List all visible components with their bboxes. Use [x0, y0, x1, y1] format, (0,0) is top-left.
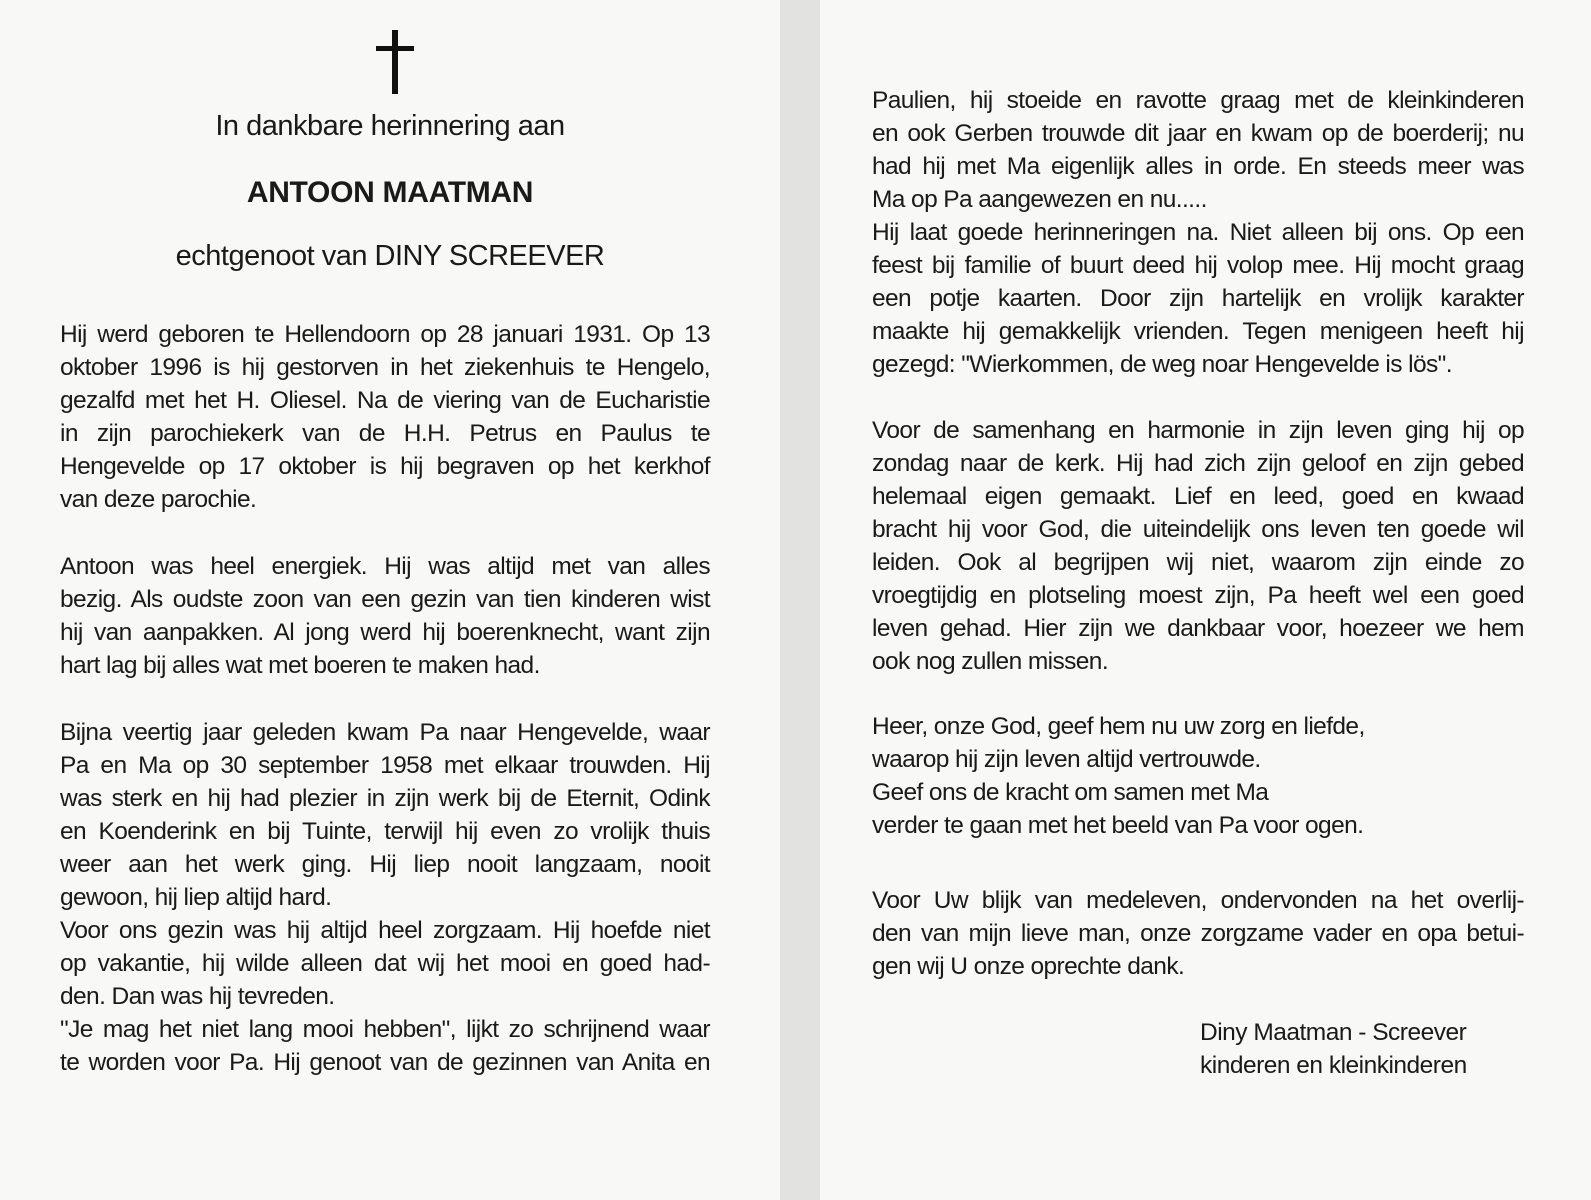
text-line: gen wij U onze oprechte dank. — [872, 953, 1185, 980]
text-line: Paulien, hij stoeide en ravotte graag met de kleinkinderen — [872, 87, 1524, 114]
text-line: Ma op Pa aangewezen en nu..... — [872, 186, 1207, 213]
text-line: en ook Gerben trouwde dit jaar en kwam op de boerderij; nu — [872, 120, 1524, 147]
text-line: was sterk en hij had plezier in zijn werk bij de Eternit, Odink — [60, 785, 710, 812]
text-line: oktober 1996 is hij gestorven in het ziekenhuis te Hengelo, — [60, 354, 710, 381]
text-line: gezalfd met het H. Oliesel. Na de viering van de Eucharistie — [60, 387, 710, 414]
text-line: helemaal eigen gemaakt. Lief en leed, goed en kwaad — [872, 483, 1524, 510]
paragraph-memories — [872, 84, 1524, 381]
text-line: Hengevelde op 17 oktober is hij begraven op het kerkhof — [60, 453, 710, 480]
text-line: op vakantie, hij wilde alleen dat wij het mooi en goed had- — [60, 950, 710, 977]
text-line: gewoon, hij liep altijd hard. — [60, 884, 332, 911]
paragraph-prayer — [872, 710, 1524, 842]
paragraph-energetic — [60, 550, 710, 682]
text-line: den. Dan was hij tevreden. — [60, 983, 335, 1010]
text-line: feest bij familie of buurt deed hij volop mee. Hij mocht graag — [872, 252, 1524, 279]
text-line: verder te gaan met het beeld van Pa voor ogen. — [872, 812, 1364, 839]
text-line: bezig. Als oudste zoon van een gezin van tien kinderen wist — [60, 586, 710, 613]
text-line: Voor ons gezin was hij altijd heel zorgzaam. Hij hoefde niet — [60, 917, 710, 944]
page-gap — [780, 0, 820, 1200]
text-line: te worden voor Pa. Hij genoot van de gezinnen van Anita en — [60, 1049, 710, 1076]
text-line: Geef ons de kracht om samen met Ma — [872, 779, 1269, 806]
text-line: ook nog zullen missen. — [872, 648, 1109, 675]
paragraph-family-life — [60, 716, 710, 1079]
signature-family: kinderen en kleinkinderen — [1200, 1052, 1467, 1079]
intro-heading: In dankbare herinnering aan — [215, 110, 565, 142]
cross-icon — [392, 30, 398, 94]
text-line: leiden. Ook al begrijpen wij niet, waarom zijn einde zo — [872, 549, 1524, 576]
text-line: "Je mag het niet lang mooi hebben", lijkt zo schrijnend waar — [60, 1016, 710, 1043]
text-line: Heer, onze God, geef hem nu uw zorg en liefde, — [872, 713, 1365, 740]
text-line: Hij werd geboren te Hellendoorn op 28 januari 1931. Op 13 — [60, 321, 710, 348]
text-line: maakte hij gemakkelijk vrienden. Tegen menigeen heeft hij — [872, 318, 1524, 345]
text-line: van deze parochie. — [60, 486, 257, 513]
text-line: een potje kaarten. Door zijn hartelijk en vrolijk karakter — [872, 285, 1524, 312]
text-line: gezegd: "Wierkommen, de weg noar Hengevelde is lös". — [872, 351, 1452, 378]
text-line: in zijn parochiekerk van de H.H. Petrus en Paulus te — [60, 420, 710, 447]
text-line: waarop hij zijn leven altijd vertrouwde. — [872, 746, 1261, 773]
text-line: en Koenderink en bij Tuinte, terwijl hij even zo vrolijk thuis — [60, 818, 710, 845]
paragraph-birth-death — [60, 318, 710, 516]
text-line: had hij met Ma eigenlijk alles in orde. En steeds meer was — [872, 153, 1524, 180]
text-line: Bijna veertig jaar geleden kwam Pa naar Hengevelde, waar — [60, 719, 710, 746]
deceased-name: ANTOON MAATMAN — [246, 176, 534, 209]
signature-name: Diny Maatman - Screever — [1200, 1019, 1467, 1046]
text-line: hart lag bij alles wat met boeren te maken had. — [60, 652, 540, 679]
text-line: Antoon was heel energiek. Hij was altijd met van alles — [60, 553, 710, 580]
text-line: Voor de samenhang en harmonie in zijn leven ging hij op — [872, 417, 1524, 444]
text-line: hij van aanpakken. Al jong werd hij boerenknecht, want zijn — [60, 619, 710, 646]
text-line: zondag naar de kerk. Hij had zich zijn geloof en zijn gebed — [872, 450, 1524, 477]
text-line: weer aan het werk ging. Hij liep nooit langzaam, nooit — [60, 851, 710, 878]
text-line: Pa en Ma op 30 september 1958 met elkaar trouwden. Hij — [60, 752, 710, 779]
text-line: vroegtijdig en plotseling moest zijn, Pa heeft wel een goed — [872, 582, 1524, 609]
paragraph-faith — [872, 414, 1524, 678]
text-line: bracht hij voor God, die uiteindelijk ons leven ten goede wil — [872, 516, 1524, 543]
text-line: Hij laat goede herinneringen na. Niet alleen bij ons. Op een — [872, 219, 1524, 246]
text-line: den van mijn lieve man, onze zorgzame vader en opa betui- — [872, 920, 1524, 947]
spouse-line: echtgenoot van DINY SCREEVER — [175, 240, 605, 272]
text-line: leven gehad. Hier zijn we dankbaar voor, hoezeer we hem — [872, 615, 1524, 642]
text-line: Voor Uw blijk van medeleven, ondervonden na het overlij- — [872, 887, 1524, 914]
paragraph-thanks — [872, 884, 1524, 983]
signature-block — [1200, 1016, 1467, 1082]
